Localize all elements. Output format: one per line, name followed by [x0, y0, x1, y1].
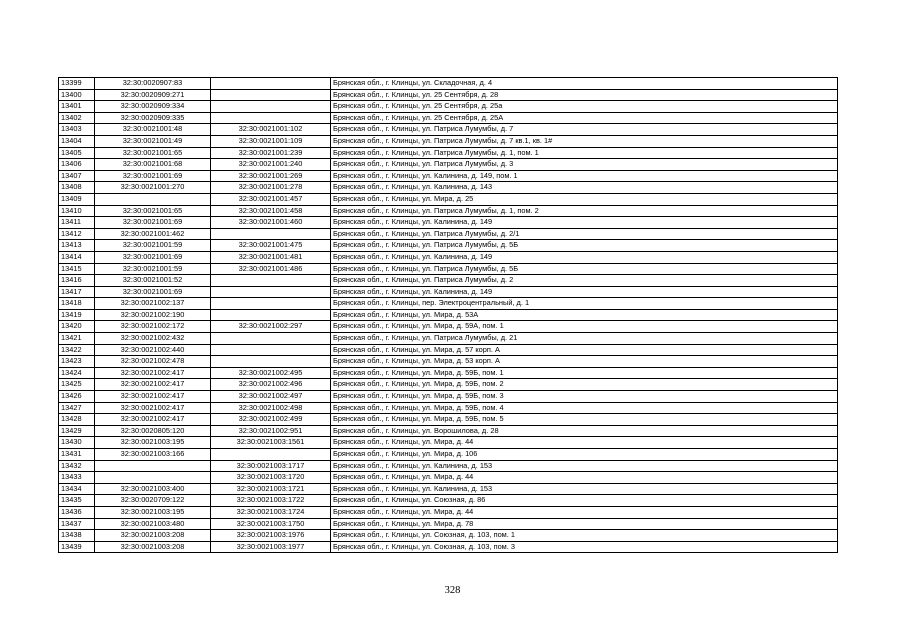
address-cell: Брянская обл., г. Клинцы, ул. Калинина, д. 149 [331, 217, 838, 229]
table-body [59, 78, 838, 553]
cadastral-number-cell: 32:30:0021002:417 [95, 391, 211, 403]
table-row [59, 402, 838, 414]
address-cell: Брянская обл., г. Клинцы, ул. Патриса Лумумбы, д. 2 [331, 275, 838, 287]
row-number-cell: 13407 [59, 170, 95, 182]
cadastral-number-cell: 32:30:0021003:195 [95, 437, 211, 449]
address-cell: Брянская обл., г. Клинцы, ул. Патриса Лумумбы, д. 21 [331, 333, 838, 345]
table-row [59, 182, 838, 194]
row-number-cell: 13400 [59, 89, 95, 101]
row-number-cell: 13437 [59, 518, 95, 530]
linked-cadastral-number-cell [211, 298, 331, 310]
table-row [59, 101, 838, 113]
table-row [59, 112, 838, 124]
linked-cadastral-number-cell: 32:30:0021001:102 [211, 124, 331, 136]
table-row [59, 518, 838, 530]
address-cell: Брянская обл., г. Клинцы, ул. 25 Сентября, д. 25а [331, 101, 838, 113]
row-number-cell: 13409 [59, 193, 95, 205]
row-number-cell: 13421 [59, 333, 95, 345]
row-number-cell: 13410 [59, 205, 95, 217]
table-row [59, 344, 838, 356]
row-number-cell: 13413 [59, 240, 95, 252]
table-row [59, 321, 838, 333]
page-number: 328 [444, 585, 461, 596]
linked-cadastral-number-cell: 32:30:0021001:481 [211, 251, 331, 263]
row-number-cell: 13432 [59, 460, 95, 472]
address-cell: Брянская обл., г. Клинцы, ул. Мира, д. 59Б, пом. 2 [331, 379, 838, 391]
linked-cadastral-number-cell: 32:30:0021001:109 [211, 135, 331, 147]
cadastral-number-cell [95, 472, 211, 484]
row-number-cell: 13402 [59, 112, 95, 124]
address-cell: Брянская обл., г. Клинцы, ул. Мира, д. 59Б, пом. 4 [331, 402, 838, 414]
address-cell: Брянская обл., г. Клинцы, ул. Мира, д. 44 [331, 472, 838, 484]
linked-cadastral-number-cell: 32:30:0021003:1720 [211, 472, 331, 484]
address-cell: Брянская обл., г. Клинцы, ул. Патриса Лумумбы, д. 3 [331, 159, 838, 171]
table-row [59, 333, 838, 345]
cadastral-number-cell: 32:30:0020909:271 [95, 89, 211, 101]
cadastral-number-cell [95, 193, 211, 205]
address-cell: Брянская обл., г. Клинцы, ул. Мира, д. 59Б, пом. 3 [331, 391, 838, 403]
cadastral-number-cell: 32:30:0021001:69 [95, 170, 211, 182]
cadastral-number-cell: 32:30:0020909:335 [95, 112, 211, 124]
table-row [59, 298, 838, 310]
address-cell: Брянская обл., г. Клинцы, ул. Калинина, д. 143 [331, 182, 838, 194]
cadastral-number-cell: 32:30:0021001:69 [95, 217, 211, 229]
table-row [59, 541, 838, 553]
table-row [59, 437, 838, 449]
linked-cadastral-number-cell: 32:30:0021003:1722 [211, 495, 331, 507]
linked-cadastral-number-cell [211, 89, 331, 101]
cadastral-number-cell: 32:30:0021001:65 [95, 147, 211, 159]
row-number-cell: 13416 [59, 275, 95, 287]
cadastral-number-cell: 32:30:0021002:478 [95, 356, 211, 368]
address-cell: Брянская обл., г. Клинцы, ул. Союзная, д. 103, пом. 3 [331, 541, 838, 553]
address-cell: Брянская обл., г. Клинцы, ул. Патриса Лумумбы, д. 1, пом. 2 [331, 205, 838, 217]
address-cell: Брянская обл., г. Клинцы, ул. Мира, д. 59А, пом. 1 [331, 321, 838, 333]
row-number-cell: 13425 [59, 379, 95, 391]
address-cell: Брянская обл., г. Клинцы, ул. Союзная, д. 86 [331, 495, 838, 507]
cadastral-number-cell: 32:30:0021001:48 [95, 124, 211, 136]
address-cell: Брянская обл., г. Клинцы, ул. Калинина, д. 149, пом. 1 [331, 170, 838, 182]
cadastral-number-cell: 32:30:0021001:69 [95, 286, 211, 298]
cadastral-number-cell: 32:30:0021003:166 [95, 449, 211, 461]
address-cell: Брянская обл., г. Клинцы, ул. Калинина, д. 153 [331, 483, 838, 495]
linked-cadastral-number-cell: 32:30:0021001:486 [211, 263, 331, 275]
row-number-cell: 13423 [59, 356, 95, 368]
cadastral-number-cell: 32:30:0021001:65 [95, 205, 211, 217]
linked-cadastral-number-cell [211, 309, 331, 321]
cadastral-number-cell: 32:30:0021002:417 [95, 367, 211, 379]
address-cell: Брянская обл., г. Клинцы, ул. Мира, д. 57 корп. А [331, 344, 838, 356]
linked-cadastral-number-cell: 32:30:0021003:1721 [211, 483, 331, 495]
row-number-cell: 13422 [59, 344, 95, 356]
table-row [59, 472, 838, 484]
address-cell: Брянская обл., г. Клинцы, ул. Ворошилова, д. 28 [331, 425, 838, 437]
linked-cadastral-number-cell: 32:30:0021001:269 [211, 170, 331, 182]
table-row [59, 263, 838, 275]
cadastral-number-cell: 32:30:0021003:480 [95, 518, 211, 530]
table-row [59, 379, 838, 391]
row-number-cell: 13426 [59, 391, 95, 403]
table-row [59, 228, 838, 240]
linked-cadastral-number-cell [211, 228, 331, 240]
row-number-cell: 13417 [59, 286, 95, 298]
address-cell: Брянская обл., г. Клинцы, ул. Патриса Лумумбы, д. 7 кв.1, кв. 1# [331, 135, 838, 147]
linked-cadastral-number-cell: 32:30:0021002:499 [211, 414, 331, 426]
row-number-cell: 13403 [59, 124, 95, 136]
table-row [59, 193, 838, 205]
cadastral-number-cell: 32:30:0020909:334 [95, 101, 211, 113]
cadastral-number-cell: 32:30:0021003:400 [95, 483, 211, 495]
row-number-cell: 13428 [59, 414, 95, 426]
linked-cadastral-number-cell: 32:30:0021003:1977 [211, 541, 331, 553]
table-row [59, 217, 838, 229]
linked-cadastral-number-cell: 32:30:0021002:498 [211, 402, 331, 414]
cadastral-number-cell: 32:30:0021001:270 [95, 182, 211, 194]
linked-cadastral-number-cell [211, 286, 331, 298]
table-row [59, 449, 838, 461]
table-row [59, 170, 838, 182]
table-row [59, 391, 838, 403]
cadastral-table [58, 77, 838, 553]
row-number-cell: 13412 [59, 228, 95, 240]
table-row [59, 425, 838, 437]
table-row [59, 286, 838, 298]
linked-cadastral-number-cell: 32:30:0021003:1561 [211, 437, 331, 449]
linked-cadastral-number-cell [211, 333, 331, 345]
linked-cadastral-number-cell [211, 449, 331, 461]
address-cell: Брянская обл., г. Клинцы, пер. Электроцентральный, д. 1 [331, 298, 838, 310]
table-row [59, 205, 838, 217]
table-row [59, 506, 838, 518]
cadastral-number-cell: 32:30:0021003:208 [95, 530, 211, 542]
address-cell: Брянская обл., г. Клинцы, ул. Мира, д. 59Б, пом. 1 [331, 367, 838, 379]
table-row [59, 78, 838, 90]
address-cell: Брянская обл., г. Клинцы, ул. Мира, д. 53А [331, 309, 838, 321]
table-row [59, 135, 838, 147]
table-row [59, 240, 838, 252]
linked-cadastral-number-cell [211, 78, 331, 90]
cadastral-number-cell: 32:30:0021002:190 [95, 309, 211, 321]
row-number-cell: 13404 [59, 135, 95, 147]
row-number-cell: 13431 [59, 449, 95, 461]
address-cell: Брянская обл., г. Клинцы, ул. Патриса Лумумбы, д. 2/1 [331, 228, 838, 240]
linked-cadastral-number-cell: 32:30:0021001:475 [211, 240, 331, 252]
linked-cadastral-number-cell [211, 112, 331, 124]
table-row [59, 460, 838, 472]
row-number-cell: 13401 [59, 101, 95, 113]
cadastral-number-cell: 32:30:0021002:417 [95, 402, 211, 414]
address-cell: Брянская обл., г. Клинцы, ул. Мира, д. 59Б, пом. 5 [331, 414, 838, 426]
row-number-cell: 13439 [59, 541, 95, 553]
cadastral-number-cell [95, 460, 211, 472]
address-cell: Брянская обл., г. Клинцы, ул. Мира, д. 25 [331, 193, 838, 205]
linked-cadastral-number-cell: 32:30:0021001:240 [211, 159, 331, 171]
table-row [59, 483, 838, 495]
row-number-cell: 13420 [59, 321, 95, 333]
row-number-cell: 13405 [59, 147, 95, 159]
cadastral-number-cell: 32:30:0021002:417 [95, 379, 211, 391]
row-number-cell: 13430 [59, 437, 95, 449]
row-number-cell: 13433 [59, 472, 95, 484]
cadastral-number-cell: 32:30:0021002:432 [95, 333, 211, 345]
linked-cadastral-number-cell [211, 101, 331, 113]
table-row [59, 356, 838, 368]
row-number-cell: 13418 [59, 298, 95, 310]
cadastral-number-cell: 32:30:0021001:52 [95, 275, 211, 287]
table-row [59, 367, 838, 379]
cadastral-number-cell: 32:30:0021001:68 [95, 159, 211, 171]
address-cell: Брянская обл., г. Клинцы, ул. Мира, д. 106 [331, 449, 838, 461]
address-cell: Брянская обл., г. Клинцы, ул. Мира, д. 78 [331, 518, 838, 530]
cadastral-number-cell: 32:30:0020805:120 [95, 425, 211, 437]
table-row [59, 414, 838, 426]
linked-cadastral-number-cell [211, 275, 331, 287]
table-row [59, 147, 838, 159]
linked-cadastral-number-cell: 32:30:0021001:458 [211, 205, 331, 217]
row-number-cell: 13435 [59, 495, 95, 507]
address-cell: Брянская обл., г. Клинцы, ул. Складочная, д. 4 [331, 78, 838, 90]
linked-cadastral-number-cell: 32:30:0021001:239 [211, 147, 331, 159]
linked-cadastral-number-cell [211, 356, 331, 368]
address-cell: Брянская обл., г. Клинцы, ул. 25 Сентября, д. 28 [331, 89, 838, 101]
row-number-cell: 13436 [59, 506, 95, 518]
address-cell: Брянская обл., г. Клинцы, ул. Патриса Лумумбы, д. 5Б [331, 240, 838, 252]
cadastral-number-cell: 32:30:0021001:69 [95, 251, 211, 263]
table-row [59, 89, 838, 101]
linked-cadastral-number-cell: 32:30:0021001:457 [211, 193, 331, 205]
row-number-cell: 13408 [59, 182, 95, 194]
address-cell: Брянская обл., г. Клинцы, ул. Калинина, д. 149 [331, 286, 838, 298]
address-cell: Брянская обл., г. Клинцы, ул. Союзная, д. 103, пом. 1 [331, 530, 838, 542]
linked-cadastral-number-cell: 32:30:0021002:496 [211, 379, 331, 391]
linked-cadastral-number-cell: 32:30:0021001:278 [211, 182, 331, 194]
linked-cadastral-number-cell: 32:30:0021003:1717 [211, 460, 331, 472]
row-number-cell: 13399 [59, 78, 95, 90]
linked-cadastral-number-cell: 32:30:0021002:497 [211, 391, 331, 403]
cadastral-number-cell: 32:30:0021002:440 [95, 344, 211, 356]
address-cell: Брянская обл., г. Клинцы, ул. Патриса Лумумбы, д. 7 [331, 124, 838, 136]
row-number-cell: 13429 [59, 425, 95, 437]
cadastral-number-cell: 32:30:0021001:59 [95, 263, 211, 275]
cadastral-number-cell: 32:30:0021002:137 [95, 298, 211, 310]
cadastral-number-cell: 32:30:0021003:208 [95, 541, 211, 553]
address-cell: Брянская обл., г. Клинцы, ул. Мира, д. 44 [331, 506, 838, 518]
row-number-cell: 13415 [59, 263, 95, 275]
cadastral-number-cell: 32:30:0021001:49 [95, 135, 211, 147]
cadastral-number-cell: 32:30:0021001:462 [95, 228, 211, 240]
linked-cadastral-number-cell: 32:30:0021003:1750 [211, 518, 331, 530]
cadastral-number-cell: 32:30:0021003:195 [95, 506, 211, 518]
address-cell: Брянская обл., г. Клинцы, ул. Мира, д. 44 [331, 437, 838, 449]
linked-cadastral-number-cell: 32:30:0021003:1724 [211, 506, 331, 518]
table-row [59, 530, 838, 542]
address-cell: Брянская обл., г. Клинцы, ул. 25 Сентября, д. 25А [331, 112, 838, 124]
cadastral-number-cell: 32:30:0021002:417 [95, 414, 211, 426]
address-cell: Брянская обл., г. Клинцы, ул. Патриса Лумумбы, д. 1, пом. 1 [331, 147, 838, 159]
row-number-cell: 13427 [59, 402, 95, 414]
address-cell: Брянская обл., г. Клинцы, ул. Патриса Лумумбы, д. 5Б [331, 263, 838, 275]
row-number-cell: 13414 [59, 251, 95, 263]
linked-cadastral-number-cell: 32:30:0021001:460 [211, 217, 331, 229]
table-row [59, 275, 838, 287]
address-cell: Брянская обл., г. Клинцы, ул. Калинина, д. 153 [331, 460, 838, 472]
table-row [59, 251, 838, 263]
linked-cadastral-number-cell: 32:30:0021002:951 [211, 425, 331, 437]
cadastral-number-cell: 32:30:0021001:59 [95, 240, 211, 252]
address-cell: Брянская обл., г. Клинцы, ул. Мира, д. 53 корп. А [331, 356, 838, 368]
linked-cadastral-number-cell: 32:30:0021002:297 [211, 321, 331, 333]
cadastral-number-cell: 32:30:0020907:83 [95, 78, 211, 90]
row-number-cell: 13406 [59, 159, 95, 171]
table-row [59, 124, 838, 136]
row-number-cell: 13424 [59, 367, 95, 379]
row-number-cell: 13438 [59, 530, 95, 542]
row-number-cell: 13411 [59, 217, 95, 229]
linked-cadastral-number-cell: 32:30:0021002:495 [211, 367, 331, 379]
linked-cadastral-number-cell [211, 344, 331, 356]
cadastral-number-cell: 32:30:0021002:172 [95, 321, 211, 333]
address-cell: Брянская обл., г. Клинцы, ул. Калинина, д. 149 [331, 251, 838, 263]
table-row [59, 495, 838, 507]
row-number-cell: 13434 [59, 483, 95, 495]
linked-cadastral-number-cell: 32:30:0021003:1976 [211, 530, 331, 542]
table-row [59, 309, 838, 321]
row-number-cell: 13419 [59, 309, 95, 321]
cadastral-number-cell: 32:30:0020709:122 [95, 495, 211, 507]
table-row [59, 159, 838, 171]
